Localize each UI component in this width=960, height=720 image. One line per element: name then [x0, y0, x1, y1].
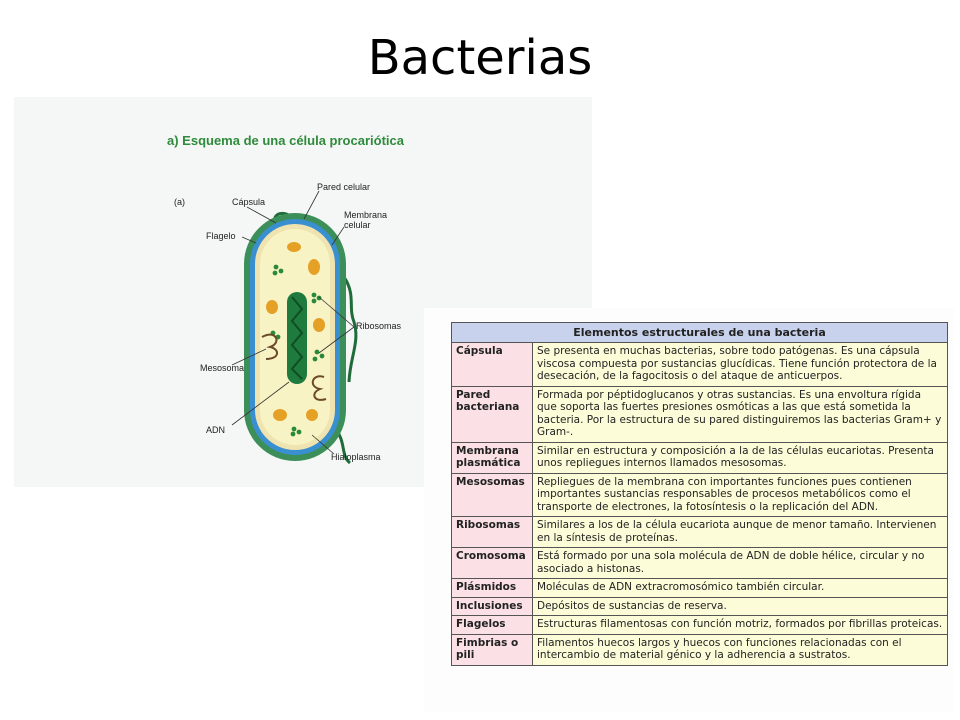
label-hialoplasma: Hialoplasma: [331, 452, 381, 462]
table-row: [452, 616, 948, 635]
table-body: [452, 343, 948, 666]
table-row: [452, 579, 948, 598]
inclusion-granule: [287, 242, 301, 252]
table-row: [452, 386, 948, 442]
table-row: [452, 473, 948, 517]
description-cell: Repliegues de la membrana con importantes funciones pues contienen importantes sustancias responsables de procesos metabólicos como el transporte de electrones, la fotosíntesis o la replicación del ADN.: [533, 473, 948, 517]
term-cell: Flagelos: [452, 616, 533, 635]
label-adn: ADN: [206, 425, 226, 435]
description-cell: Formada por péptidoglucanos y otras sustancias. Es una envoltura rígida que soporta las fuertes presiones osmóticas a las que está sometida la bacteria. Por la estructura de su pared distinguiremos las bacterias Gram+ y Gram-.: [533, 386, 948, 442]
table-row: [452, 597, 948, 616]
inclusion-granule: [308, 259, 320, 275]
term-cell: Cromosoma: [452, 548, 533, 579]
label-flagelo: Flagelo: [206, 231, 236, 241]
slide-title: Bacterias: [367, 30, 593, 86]
description-cell: Similar en estructura y composición a la de las células eucariotas. Presenta unos repliegues internos llamados mesosomas.: [533, 442, 948, 473]
description-cell: Similares a los de la célula eucariota aunque de menor tamaño. Intervienen en la síntesis de proteínas.: [533, 517, 948, 548]
term-cell: Inclusiones: [452, 597, 533, 616]
table-row: [452, 548, 948, 579]
label-membrana-line2: celular: [344, 220, 371, 230]
inclusion-granule: [313, 318, 325, 332]
term-cell: Ribosomas: [452, 517, 533, 548]
term-cell: Pared bacteriana: [452, 386, 533, 442]
description-cell: Se presenta en muchas bacterias, sobre todo patógenas. Es una cápsula viscosa compuesta por sustancias glucídicas. Tiene función protectora de la desecación, de la fagocitosis o del ataque de anticuerpos.: [533, 343, 948, 387]
term-cell: Plásmidos: [452, 579, 533, 598]
description-cell: Depósitos de sustancias de reserva.: [533, 597, 948, 616]
table-row: [452, 343, 948, 387]
inclusion-granule: [266, 300, 278, 314]
table-header: Elementos estructurales de una bacteria: [452, 323, 948, 343]
structural-elements-panel: [424, 308, 954, 712]
inclusion-granule: [306, 409, 318, 421]
structural-elements-table: [451, 322, 948, 666]
term-cell: Membrana plasmática: [452, 442, 533, 473]
diagram-heading: a) Esquema de una célula procariótica: [167, 133, 404, 148]
label-membrana-line1: Membrana: [344, 210, 388, 220]
description-cell: Filamentos huecos largos y huecos con funciones relacionadas con el intercambio de material génico y la adherencia a sustratos.: [533, 634, 948, 665]
description-cell: Está formado por una sola molécula de ADN de doble hélice, circular y no asociado a histonas.: [533, 548, 948, 579]
description-cell: Estructuras filamentosas con función motriz, formados por fibrillas proteicas.: [533, 616, 948, 635]
inclusion-granule: [273, 409, 287, 421]
term-cell: Fimbrias o pili: [452, 634, 533, 665]
term-cell: Cápsula: [452, 343, 533, 387]
label-capsula: Cápsula: [232, 197, 266, 207]
panel-label: (a): [174, 197, 185, 207]
table-row: [452, 517, 948, 548]
label-pared-celular: Pared celular: [317, 182, 371, 192]
table-row: [452, 442, 948, 473]
description-cell: Moléculas de ADN extracromosómico también circular.: [533, 579, 948, 598]
table-row: [452, 634, 948, 665]
label-mesosoma: Mesosoma: [200, 363, 245, 373]
term-cell: Mesosomas: [452, 473, 533, 517]
label-ribosomas: Ribosomas: [356, 321, 402, 331]
